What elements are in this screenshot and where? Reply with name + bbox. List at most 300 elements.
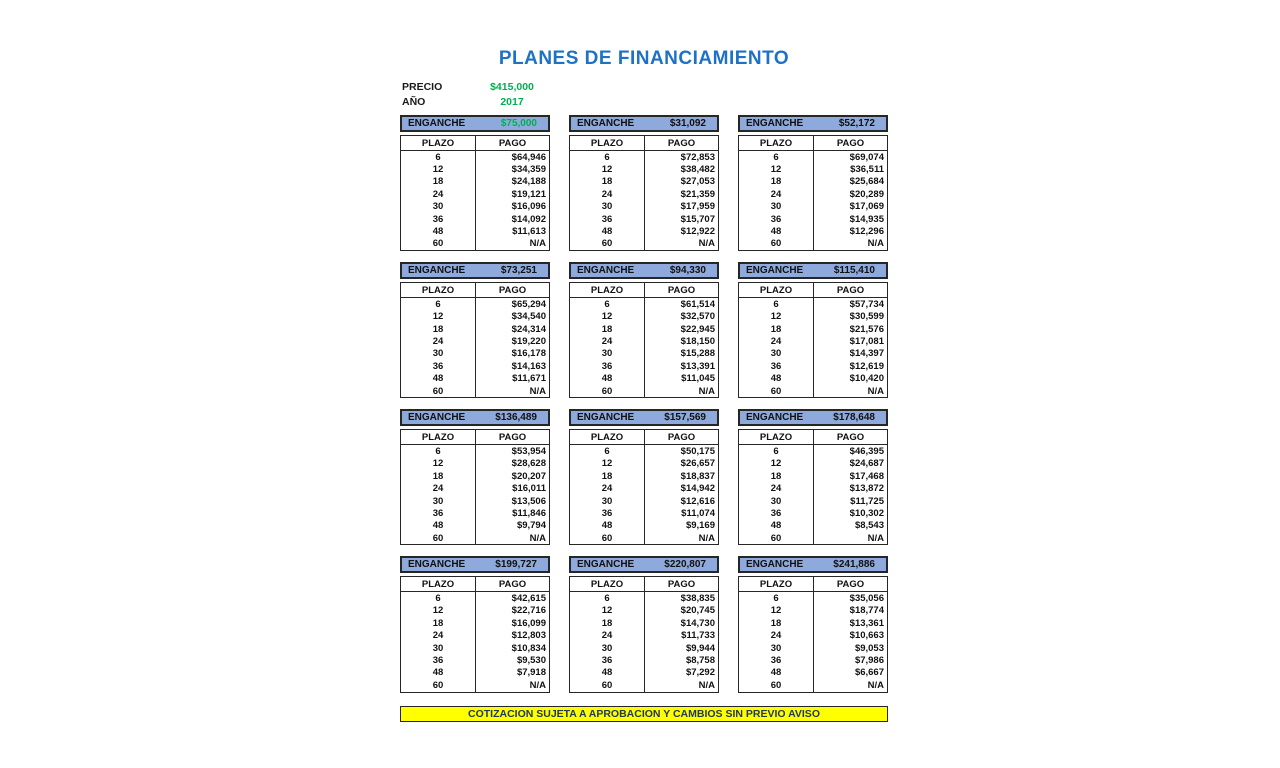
plan-row: [570, 679, 718, 691]
plazo-cell: 6: [739, 445, 814, 457]
plazo-cell: 6: [739, 298, 814, 310]
plan-row: [401, 507, 549, 519]
plan-row: [570, 520, 718, 532]
plan-row: [739, 482, 887, 494]
plan-row: [739, 495, 887, 507]
enganche-value: $115,410: [833, 265, 875, 277]
plan-card: [569, 115, 719, 251]
plazo-cell: 30: [570, 201, 645, 213]
plazo-header-cell: PLAZO: [570, 577, 645, 591]
plazo-header-cell: PLAZO: [570, 136, 645, 150]
plan-table: [569, 282, 719, 398]
plan-row: [570, 532, 718, 544]
sheet-content: [400, 0, 888, 768]
plazo-header-cell: PLAZO: [739, 283, 814, 297]
plan-row: [739, 520, 887, 532]
table-header-row: [739, 283, 887, 298]
table-rows: [739, 445, 887, 544]
year-label: AÑO: [402, 96, 426, 108]
enganche-header: [400, 262, 550, 279]
pago-cell: $11,613: [512, 226, 546, 238]
plazo-cell: 12: [570, 311, 645, 323]
plazo-cell: 12: [401, 605, 476, 617]
plazo-cell: 60: [401, 679, 476, 691]
plan-row: [401, 520, 549, 532]
plan-row: [401, 188, 549, 200]
pago-cell: $17,069: [849, 201, 884, 213]
plan-row: [739, 176, 887, 188]
plan-row: [570, 495, 718, 507]
plazo-header-cell: PLAZO: [570, 430, 645, 444]
plazo-cell: 30: [570, 348, 645, 360]
pago-cell: $12,296: [849, 226, 884, 238]
plazo-cell: 48: [739, 667, 814, 679]
plazo-cell: 60: [739, 238, 814, 250]
plan-row: [570, 225, 718, 237]
pago-cell: $7,918: [516, 667, 546, 679]
plazo-cell: 36: [401, 213, 476, 225]
pago-cell: $14,397: [849, 348, 884, 360]
plan-row: [570, 605, 718, 617]
plan-row: [401, 323, 549, 335]
plazo-cell: 60: [570, 679, 645, 691]
plazo-cell: 12: [739, 311, 814, 323]
plan-table: [569, 135, 719, 251]
plan-row: [401, 679, 549, 691]
pago-cell: $22,716: [511, 605, 546, 617]
plan-card: [569, 409, 719, 545]
pago-cell: $12,619: [849, 360, 884, 372]
plan-row: [401, 642, 549, 654]
pago-cell: $17,959: [680, 201, 715, 213]
pago-cell: $11,045: [681, 373, 715, 385]
pago-cell: $20,289: [849, 188, 884, 200]
enganche-value: $73,251: [500, 265, 537, 277]
plazo-cell: 6: [401, 298, 476, 310]
enganche-label: ENGANCHE: [408, 118, 466, 129]
enganche-label: ENGANCHE: [746, 559, 804, 571]
enganche-label: ENGANCHE: [746, 412, 804, 424]
plan-row: [401, 667, 549, 679]
enganche-label: ENGANCHE: [577, 265, 635, 277]
pago-cell: $16,011: [512, 483, 546, 495]
enganche-value: $157,569: [664, 412, 706, 424]
plan-row: [739, 445, 887, 457]
pago-cell: $19,121: [511, 188, 546, 200]
plazo-cell: 24: [739, 188, 814, 200]
pago-cell: $9,944: [685, 642, 715, 654]
plan-table: [569, 576, 719, 692]
pago-cell: $17,468: [849, 470, 884, 482]
table-header-row: [739, 136, 887, 151]
table-rows: [401, 592, 549, 691]
plan-row: [570, 470, 718, 482]
pago-cell: N/A: [529, 532, 546, 544]
plazo-cell: 36: [739, 213, 814, 225]
pago-cell: $14,092: [511, 213, 546, 225]
plazo-cell: 60: [570, 238, 645, 250]
pago-cell: $14,730: [680, 617, 715, 629]
pago-cell: $9,794: [516, 520, 546, 532]
pago-cell: $24,188: [511, 176, 546, 188]
enganche-value: $52,172: [838, 118, 875, 129]
plan-card: [400, 115, 550, 251]
plan-row: [570, 335, 718, 347]
plan-row: [739, 385, 887, 397]
pago-cell: $27,053: [680, 176, 715, 188]
table-header-row: [570, 283, 718, 298]
pago-cell: $14,163: [511, 360, 546, 372]
pago-cell: $25,684: [849, 176, 884, 188]
plan-table: [400, 135, 550, 251]
pago-cell: $34,359: [511, 164, 546, 176]
plazo-cell: 18: [401, 470, 476, 482]
table-rows: [401, 151, 549, 250]
plan-row: [570, 213, 718, 225]
pago-cell: $50,175: [680, 445, 715, 457]
pago-header-cell: PAGO: [667, 431, 696, 443]
plazo-cell: 48: [401, 520, 476, 532]
table-rows: [570, 151, 718, 250]
plazo-cell: 12: [401, 163, 476, 175]
plazo-cell: 24: [570, 630, 645, 642]
plan-row: [401, 482, 549, 494]
enganche-value: $94,330: [669, 265, 706, 277]
enganche-header: [569, 556, 719, 573]
pago-cell: $34,540: [511, 311, 546, 323]
pago-cell: $11,733: [681, 630, 715, 642]
plan-row: [401, 605, 549, 617]
plan-row: [401, 335, 549, 347]
plazo-cell: 48: [570, 225, 645, 237]
price-label: PRECIO: [402, 81, 443, 93]
pago-header-cell: PAGO: [498, 578, 527, 590]
table-rows: [570, 298, 718, 397]
plazo-header-cell: PLAZO: [570, 283, 645, 297]
plan-row: [739, 372, 887, 384]
plan-row: [570, 592, 718, 604]
plazo-cell: 24: [570, 482, 645, 494]
plazo-cell: 30: [739, 201, 814, 213]
plan-row: [401, 470, 549, 482]
plan-row: [739, 298, 887, 310]
plan-row: [570, 348, 718, 360]
pago-cell: $61,514: [680, 298, 715, 310]
pago-cell: $19,220: [511, 335, 546, 347]
plan-row: [570, 642, 718, 654]
plan-table: [738, 576, 888, 692]
pago-cell: $20,745: [680, 605, 715, 617]
plazo-header-cell: PLAZO: [739, 136, 814, 150]
plazo-cell: 36: [570, 213, 645, 225]
plan-row: [739, 458, 887, 470]
plazo-cell: 18: [739, 176, 814, 188]
pago-cell: $12,803: [511, 630, 546, 642]
plan-row: [401, 360, 549, 372]
plan-row: [570, 151, 718, 163]
pago-cell: $13,872: [849, 483, 884, 495]
pago-cell: $22,945: [680, 323, 715, 335]
plan-row: [401, 654, 549, 666]
pago-cell: $32,570: [680, 311, 715, 323]
plan-row: [570, 163, 718, 175]
plan-row: [570, 188, 718, 200]
plan-row: [739, 617, 887, 629]
pago-cell: $16,096: [511, 201, 546, 213]
plan-row: [401, 163, 549, 175]
plan-row: [739, 605, 887, 617]
plazo-header-cell: PLAZO: [739, 577, 814, 591]
enganche-value: $31,092: [669, 118, 706, 129]
table-header-row: [401, 283, 549, 298]
plan-row: [401, 201, 549, 213]
year-row: [402, 96, 543, 108]
plan-row: [570, 630, 718, 642]
plan-row: [570, 372, 718, 384]
pago-cell: N/A: [867, 238, 884, 250]
pago-cell: N/A: [698, 238, 715, 250]
enganche-label: ENGANCHE: [746, 265, 804, 277]
plazo-cell: 30: [570, 642, 645, 654]
enganche-label: ENGANCHE: [408, 559, 466, 571]
plazo-cell: 6: [570, 298, 645, 310]
plazo-cell: 30: [570, 495, 645, 507]
enganche-value: $136,489: [495, 412, 537, 424]
enganche-header: [400, 409, 550, 426]
plazo-cell: 12: [401, 458, 476, 470]
enganche-label: ENGANCHE: [746, 118, 804, 129]
plan-row: [401, 495, 549, 507]
plan-row: [739, 630, 887, 642]
plazo-cell: 18: [739, 470, 814, 482]
pago-cell: $28,628: [511, 458, 546, 470]
pago-cell: $16,099: [511, 617, 546, 629]
enganche-value: $241,886: [833, 559, 875, 571]
plan-row: [401, 617, 549, 629]
plazo-cell: 36: [401, 654, 476, 666]
pago-header-cell: PAGO: [836, 578, 865, 590]
enganche-label: ENGANCHE: [577, 412, 635, 424]
pago-cell: N/A: [867, 532, 884, 544]
footer-banner: COTIZACION SUJETA A APROBACION Y CAMBIOS SIN PREVIO AVISO: [400, 706, 888, 722]
table-header-row: [401, 577, 549, 592]
plan-table: [400, 282, 550, 398]
plazo-cell: 12: [570, 163, 645, 175]
pago-header-cell: PAGO: [498, 284, 527, 296]
pago-cell: $10,420: [849, 373, 884, 385]
plazo-cell: 12: [401, 311, 476, 323]
pago-cell: $24,314: [511, 323, 546, 335]
plan-row: [401, 348, 549, 360]
pago-cell: $36,511: [850, 164, 884, 176]
plazo-cell: 48: [570, 667, 645, 679]
table-header-row: [570, 430, 718, 445]
plan-row: [401, 151, 549, 163]
pago-cell: $65,294: [511, 298, 546, 310]
plazo-cell: 48: [401, 225, 476, 237]
plazo-cell: 30: [401, 348, 476, 360]
plazo-cell: 36: [401, 507, 476, 519]
table-header-row: [401, 136, 549, 151]
pago-cell: $10,663: [849, 630, 884, 642]
table-header-row: [739, 430, 887, 445]
pago-cell: $11,725: [850, 495, 884, 507]
price-row: [402, 81, 543, 93]
pago-cell: $42,615: [511, 593, 546, 605]
plan-row: [401, 532, 549, 544]
plazo-cell: 60: [739, 679, 814, 691]
pago-cell: $17,081: [849, 335, 884, 347]
enganche-header: [400, 556, 550, 573]
page-title: PLANES DE FINANCIAMIENTO: [498, 48, 790, 69]
plan-row: [739, 592, 887, 604]
pago-cell: $46,395: [849, 445, 884, 457]
plazo-cell: 30: [401, 642, 476, 654]
pago-cell: $8,758: [685, 655, 715, 667]
plan-card: [738, 262, 888, 398]
pago-cell: $9,530: [516, 655, 546, 667]
plazo-cell: 30: [739, 642, 814, 654]
plazo-header-cell: PLAZO: [401, 430, 476, 444]
plan-row: [739, 213, 887, 225]
plan-table: [400, 576, 550, 692]
plazo-cell: 6: [570, 151, 645, 163]
plazo-header-cell: PLAZO: [739, 430, 814, 444]
pago-cell: $13,391: [680, 360, 715, 372]
plazo-cell: 24: [401, 630, 476, 642]
pago-header-cell: PAGO: [667, 137, 696, 149]
plazo-cell: 18: [401, 323, 476, 335]
plan-row: [401, 458, 549, 470]
plan-row: [570, 176, 718, 188]
plazo-cell: 36: [570, 507, 645, 519]
plan-table: [738, 429, 888, 545]
plazo-cell: 18: [570, 176, 645, 188]
pago-cell: N/A: [698, 679, 715, 691]
plan-row: [401, 225, 549, 237]
plan-row: [570, 323, 718, 335]
plazo-cell: 24: [739, 335, 814, 347]
plan-row: [401, 176, 549, 188]
pago-cell: $64,946: [511, 151, 546, 163]
plan-row: [739, 360, 887, 372]
pago-header-cell: PAGO: [667, 284, 696, 296]
plan-card: [738, 556, 888, 692]
pago-header-cell: PAGO: [836, 284, 865, 296]
plazo-cell: 60: [739, 532, 814, 544]
plan-row: [739, 188, 887, 200]
table-rows: [739, 151, 887, 250]
plazo-cell: 36: [739, 360, 814, 372]
plan-row: [739, 151, 887, 163]
plazo-cell: 6: [570, 592, 645, 604]
table-header-row: [739, 577, 887, 592]
plazo-cell: 18: [570, 617, 645, 629]
enganche-label: ENGANCHE: [577, 118, 635, 129]
plan-row: [739, 667, 887, 679]
pago-cell: N/A: [529, 385, 546, 397]
enganche-label: ENGANCHE: [408, 412, 466, 424]
plazo-header-cell: PLAZO: [401, 136, 476, 150]
pago-cell: $9,053: [854, 642, 884, 654]
pago-cell: $11,074: [681, 507, 715, 519]
plazo-cell: 6: [739, 151, 814, 163]
plazo-cell: 60: [570, 532, 645, 544]
plazo-cell: 24: [739, 482, 814, 494]
enganche-header: [738, 115, 888, 132]
pago-cell: $11,671: [512, 373, 546, 385]
plan-row: [570, 667, 718, 679]
pago-cell: $11,846: [512, 507, 546, 519]
plan-row: [739, 225, 887, 237]
plan-card: [400, 556, 550, 692]
pago-cell: $12,922: [680, 226, 715, 238]
plan-row: [739, 654, 887, 666]
pago-cell: $53,954: [511, 445, 546, 457]
plazo-cell: 6: [739, 592, 814, 604]
table-rows: [401, 445, 549, 544]
table-header-row: [401, 430, 549, 445]
plan-row: [570, 654, 718, 666]
pago-cell: $6,667: [854, 667, 884, 679]
plazo-cell: 48: [739, 520, 814, 532]
pago-cell: $10,302: [849, 507, 884, 519]
plazo-cell: 24: [570, 188, 645, 200]
pago-cell: $18,150: [680, 335, 715, 347]
plan-card: [569, 556, 719, 692]
pago-cell: $15,288: [680, 348, 715, 360]
plan-row: [570, 385, 718, 397]
table-rows: [739, 298, 887, 397]
plazo-cell: 60: [401, 238, 476, 250]
plan-row: [739, 532, 887, 544]
year-value: 2017: [500, 96, 524, 108]
plazo-cell: 36: [401, 360, 476, 372]
plan-row: [739, 311, 887, 323]
plazo-cell: 18: [570, 323, 645, 335]
pago-cell: $21,359: [680, 188, 715, 200]
pago-cell: $69,074: [849, 151, 884, 163]
plan-row: [401, 630, 549, 642]
plan-card: [569, 262, 719, 398]
pago-cell: $14,942: [680, 483, 715, 495]
pago-cell: $14,935: [849, 213, 884, 225]
pago-cell: $38,835: [680, 593, 715, 605]
plan-row: [401, 445, 549, 457]
table-rows: [570, 592, 718, 691]
plazo-cell: 60: [739, 385, 814, 397]
plan-row: [570, 311, 718, 323]
enganche-header: [569, 115, 719, 132]
pago-cell: $13,361: [849, 617, 884, 629]
plan-row: [739, 163, 887, 175]
plan-row: [739, 507, 887, 519]
pago-cell: $30,599: [849, 311, 884, 323]
plazo-cell: 18: [570, 470, 645, 482]
pago-cell: $24,687: [849, 458, 884, 470]
plan-row: [570, 360, 718, 372]
plan-row: [570, 617, 718, 629]
enganche-header: [400, 115, 550, 132]
table-header-row: [570, 136, 718, 151]
table-rows: [570, 445, 718, 544]
pago-cell: $20,207: [511, 470, 546, 482]
plazo-cell: 36: [570, 360, 645, 372]
enganche-label: ENGANCHE: [408, 265, 466, 277]
pago-cell: N/A: [867, 385, 884, 397]
pago-cell: N/A: [529, 238, 546, 250]
plan-card: [738, 115, 888, 251]
